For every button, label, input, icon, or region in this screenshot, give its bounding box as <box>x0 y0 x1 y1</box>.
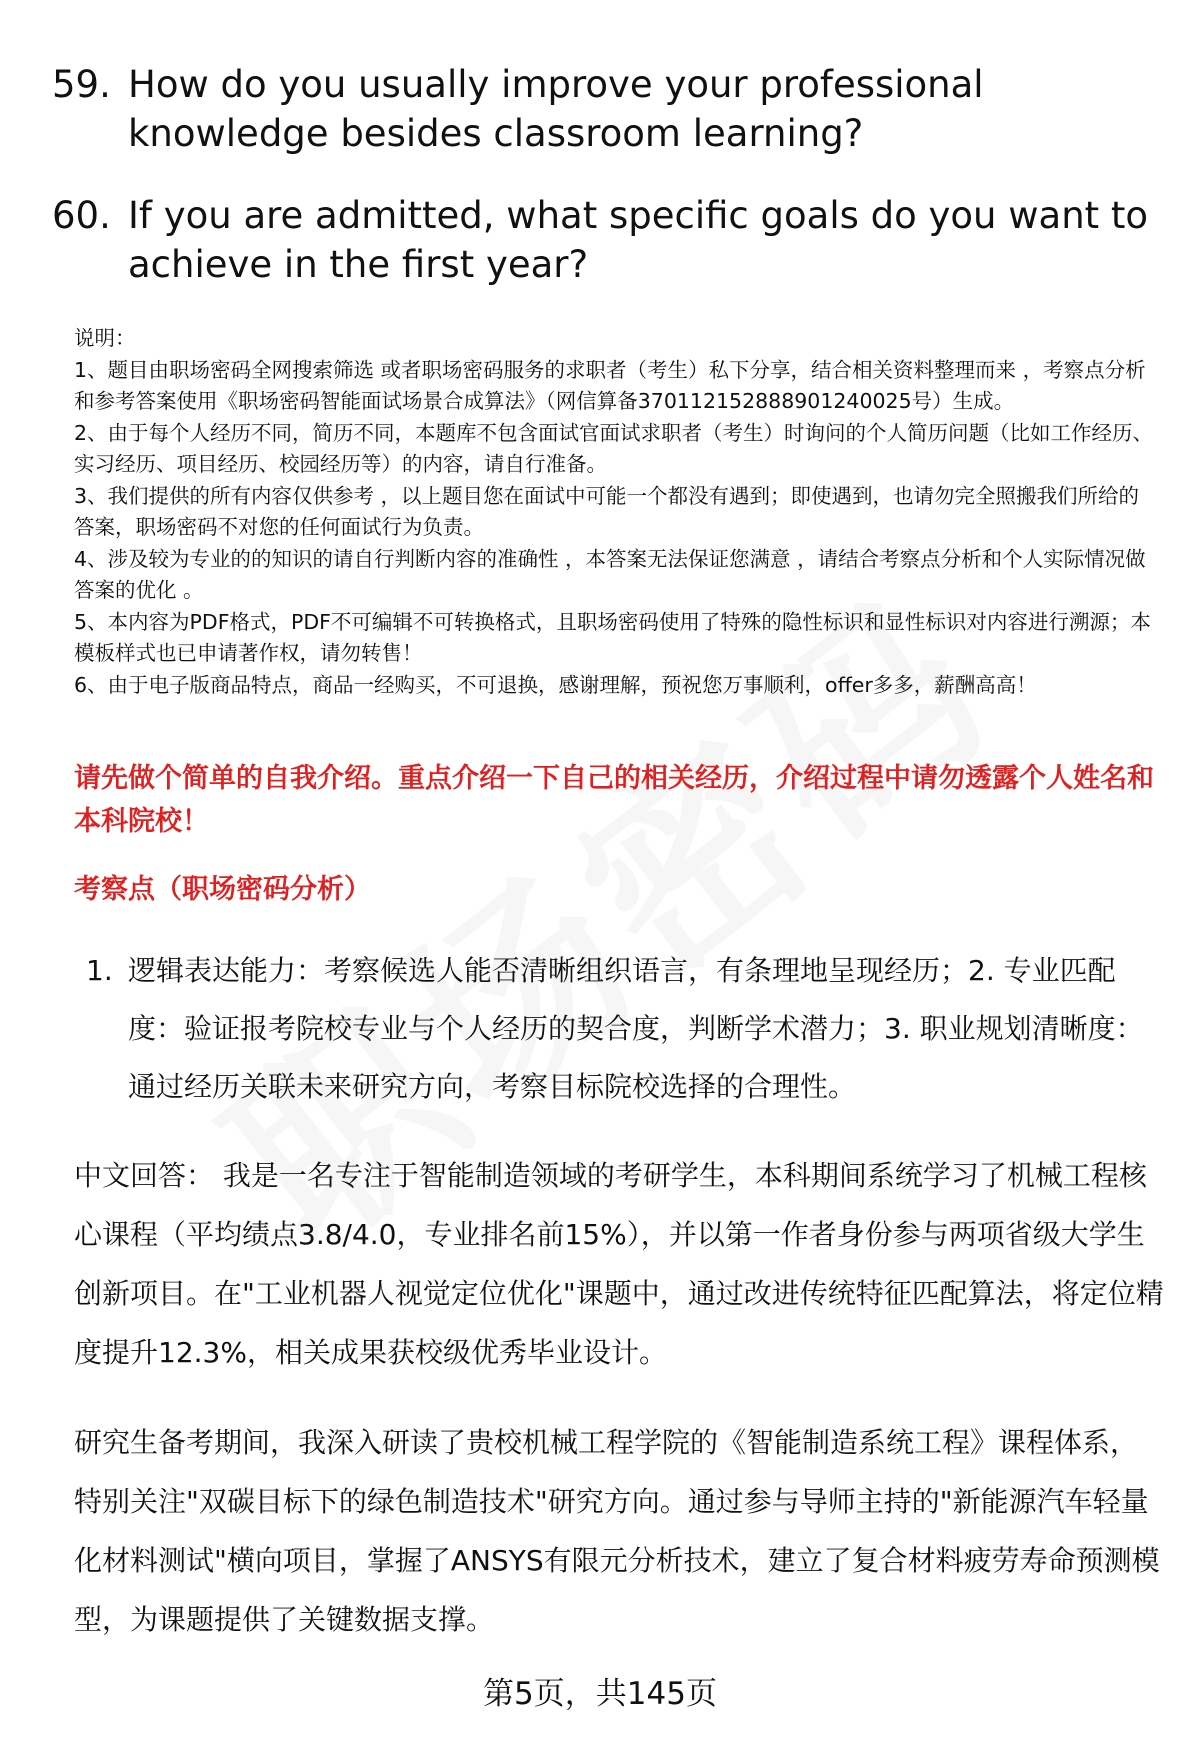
question-text: If you are admitted, what specific goals do you want to achieve in the first year? <box>128 194 1149 286</box>
interview-question: 请先做个简单的自我介绍。重点介绍一下自己的相关经历，介绍过程中请勿透露个人姓名和本科院校！ <box>74 763 1154 837</box>
notes-item-3: 3、我们提供的所有内容仅供参考 ，以上题目您在面试中可能一个都没有遇到；即使遇到，也请勿完全照搬我们所给的答案，职场密码不对您的任何面试行为负责。 <box>74 483 1140 539</box>
question-60 <box>52 191 1152 289</box>
question-59 <box>52 60 1152 158</box>
answer-paragraph-2: 研究生备考期间，我深入研读了贵校机械工程学院的《智能制造系统工程》课程体系，特别关注"双碳目标下的绿色制造技术"研究方向。通过参与导师主持的"新能源汽车轻量化材料测试"横向项目，掌握了ANSYS有限元分析技术，建立了复合材料疲劳寿命预测模型，为课题提供了关键数据支撑。 <box>74 1426 1160 1636</box>
analysis-heading: 考察点（职场密码分析） <box>74 874 371 905</box>
notes-item-1: 1、题目由职场密码全网搜索筛选 或者职场密码服务的求职者（考生）私下分享，结合相关资料整理而来 ，考察点分析和参考答案使用《职场密码智能面试场景合成算法》（网信算备370112152888901240025号）生成。 <box>74 357 1146 413</box>
notes-title: 说明： <box>74 326 136 350</box>
question-text: How do you usually improve your professional knowledge besides classroom learning? <box>128 63 984 155</box>
notes-item-5: 5、本内容为PDF格式，PDF不可编辑不可转换格式，且职场密码使用了特殊的隐性标识和显性标识对内容进行溯源；本模板样式也已申请著作权，请勿转售！ <box>74 609 1151 665</box>
notes-item-4: 4、涉及较为专业的的知识的请自行判断内容的准确性 ，本答案无法保证您满意 ，请结合考察点分析和个人实际情况做答案的优化 。 <box>74 546 1146 602</box>
disclaimer-notes <box>74 323 1154 701</box>
page-footer: 第5页，共145页 <box>483 1676 717 1712</box>
question-number: 59. <box>52 63 111 106</box>
analysis-text: 逻辑表达能力：考察候选人能否清晰组织语言，有条理地呈现经历；2. 专业匹配度：验证报考院校专业与个人经历的契合度，判断学术潜力；3. 职业规划清晰度：通过经历关联未来研究方向，考察目标院校选择的合理性。 <box>128 954 1144 1103</box>
notes-item-2: 2、由于每个人经历不同，简历不同，本题库不包含面试官面试求职者（考生）时询问的个人简历问题（比如工作经历、实习经历、项目经历、校园经历等）的内容，请自行准备。 <box>74 420 1154 476</box>
analysis-number: 1. <box>86 954 113 987</box>
question-number: 60. <box>52 194 111 237</box>
answer-paragraph-1: 中文回答： 我是一名专注于智能制造领域的考研学生，本科期间系统学习了机械工程核心课程（平均绩点3.8/4.0，专业排名前15%），并以第一作者身份参与两项省级大学生创新项目。在"工业机器人视觉定位优化"课题中，通过改进传统特征匹配算法，将定位精度提升12.3%，相关成果获校级优秀毕业设计。 <box>74 1159 1164 1369</box>
notes-item-6: 6、由于电子版商品特点，商品一经购买，不可退换，感谢理解，预祝您万事顺利，offer多多，薪酬高高！ <box>74 672 1037 697</box>
analysis-list-item <box>86 942 1161 1116</box>
